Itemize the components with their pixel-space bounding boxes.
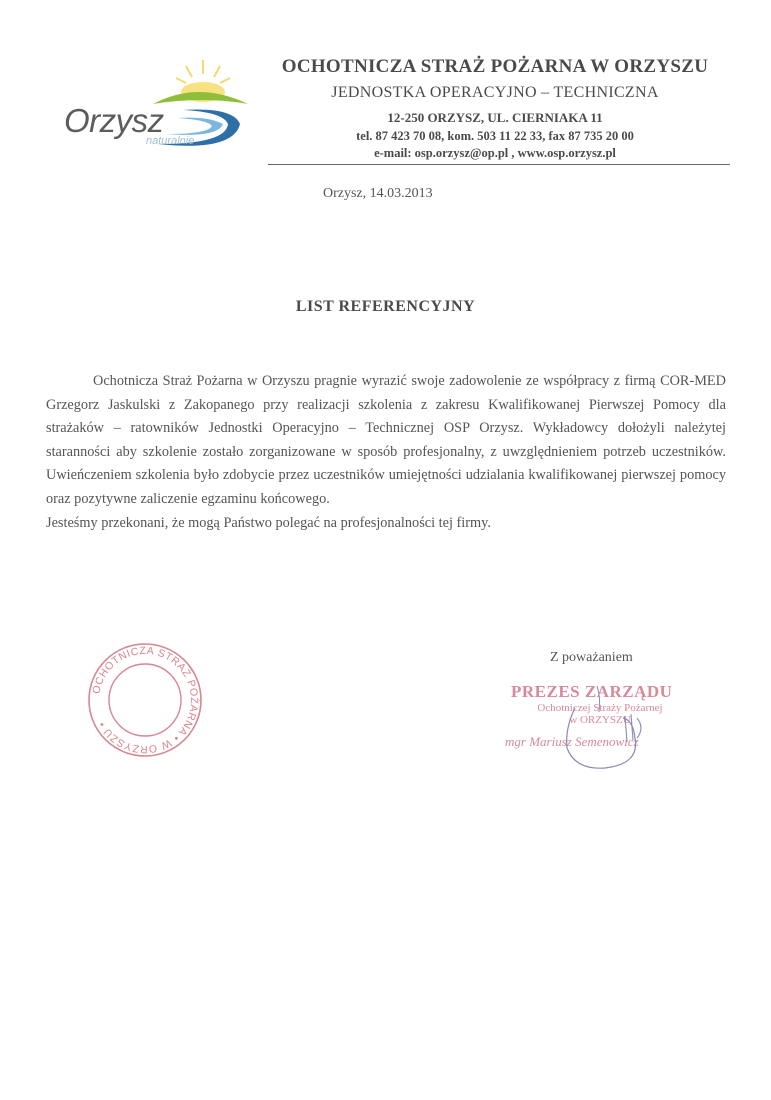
letter-body	[46, 370, 726, 535]
logo-wordmark: Orzysz	[64, 102, 164, 139]
header-divider	[268, 164, 730, 165]
orzysz-logo	[58, 52, 258, 152]
phone-line: tel. 87 423 70 08, kom. 503 11 22 33, fax 87 735 20 00	[356, 129, 634, 143]
letter-title: LIST REFERENCYJNY	[295, 298, 476, 315]
round-stamp-icon	[85, 640, 205, 760]
handwritten-signature-icon	[505, 678, 705, 773]
round-stamp	[85, 640, 205, 760]
logo-tagline: naturalnie	[146, 135, 195, 147]
email-line: e-mail: osp.orzysz@op.pl , www.osp.orzysz.pl	[374, 146, 616, 160]
svg-text:OCHOTNICZA STRAŻ POŻARNA • W O: OCHOTNICZA STRAŻ POŻARNA • W ORZYSZU •	[90, 644, 201, 756]
letterhead	[260, 56, 730, 161]
unit-name: JEDNOSTKA OPERACYJNO – TECHNICZNA	[331, 84, 659, 101]
institution-line-1: Ochotniczej Straży Pożarnej	[537, 702, 663, 714]
address: 12-250 ORZYSZ, UL. CIERNIAKA 11	[387, 110, 603, 125]
body-paragraph-1: Ochotnicza Straż Pożarna w Orzyszu pragnie wyrazić swoje zadowolenie ze współpracy z firmą COR-MED Grzegorz Jaskulski z Zakopanego przy realizacji szkolenia z zakresu Kwalifikowanej Pierwszej Pomocy dla strażaków – ratowników Jednostki Operacyjno – Technicznej OSP Orzysz. Wykładowcy dołożyli należytej staranności aby szkolenie zostało zorganizowane w sposób profesjonalny, z uwzględnieniem potrzeb uczestników. Uwieńczeniem szkolenia było zdobycie przez uczestników umiejętności udzialania kwalifikowanej pierwszej pomocy oraz pozytywne zaliczenie egzaminu końcowego.	[46, 373, 726, 507]
closing-greeting: Z poważaniem	[550, 650, 633, 665]
signer-role: PREZES ZARZĄDU	[511, 682, 673, 701]
organization-name: OCHOTNICZA STRAŻ POŻARNA W ORZYSZU	[281, 56, 709, 77]
institution-line-2: w ORZYSZU	[569, 714, 631, 726]
letter-date: Orzysz, 14.03.2013	[323, 186, 433, 201]
signature-stamp	[505, 678, 705, 773]
body-paragraph-2: Jesteśmy przekonani, że mogą Państwo polegać na profesjonalności tej firmy.	[46, 514, 491, 531]
signer-name: mgr Mariusz Semenowicz	[505, 734, 639, 749]
